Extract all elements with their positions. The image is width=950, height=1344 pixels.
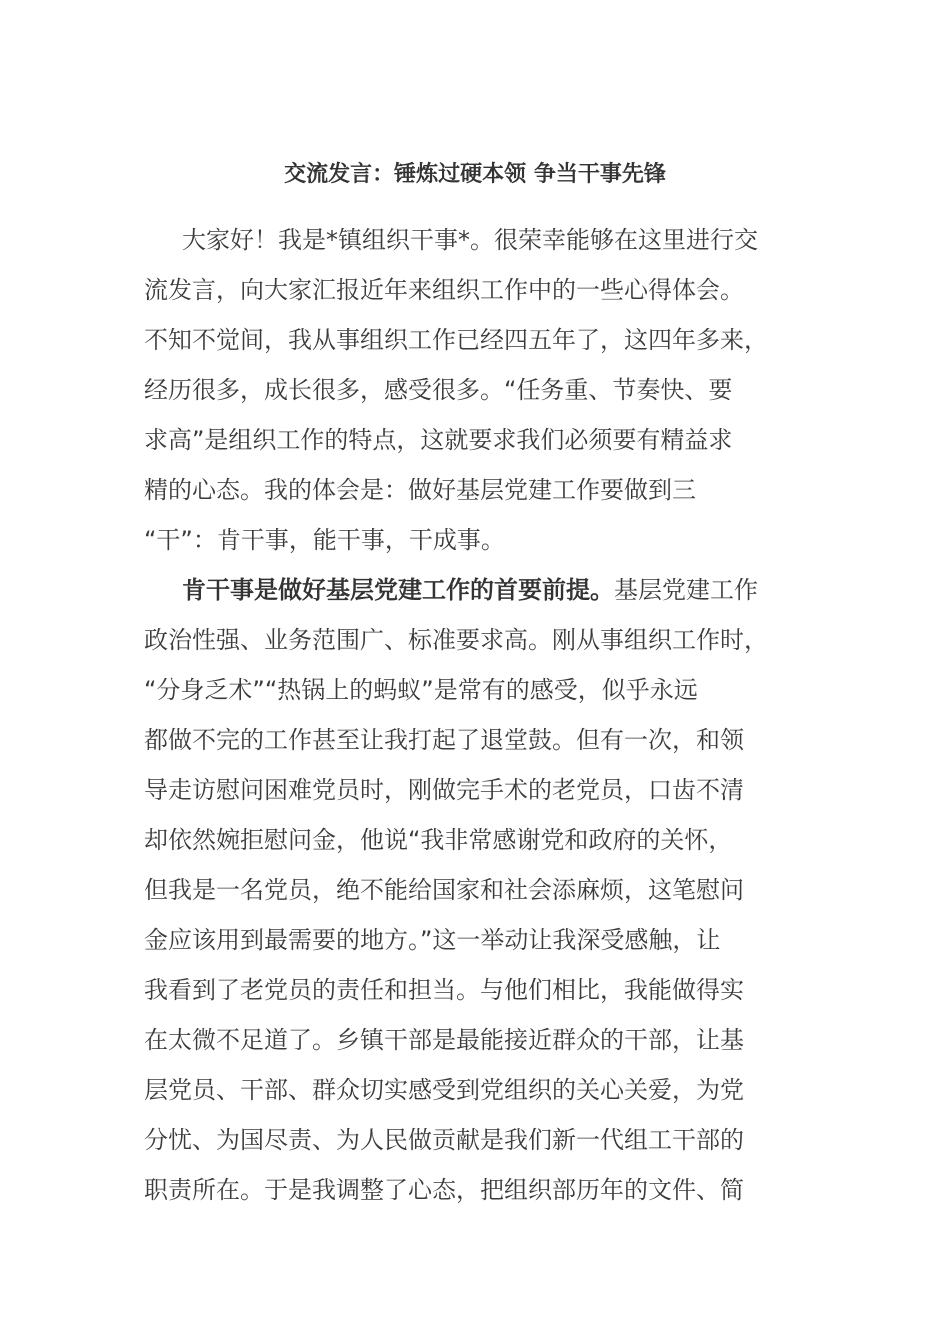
paragraph-line: 精的心态。我的体会是：做好基层党建工作要做到三 — [144, 476, 696, 504]
paragraph-line: 但我是一名党员，绝不能给国家和社会添麻烦，这笔慰问 — [144, 876, 744, 904]
paragraph-line: 在太微不足道了。乡镇干部是最能接近群众的干部，让基 — [144, 1026, 744, 1054]
paragraph-line: “干”：肯干事，能干事，干成事。 — [144, 526, 505, 554]
document-title: 交流发言：锤炼过硬本领 争当干事先锋 — [284, 162, 666, 187]
paragraph-line: 不知不觉间，我从事组织工作已经四五年了，这四年多来， — [144, 326, 768, 354]
paragraph-line: 大家好！我是*镇组织干事*。很荣幸能够在这里进行交 — [182, 226, 758, 254]
paragraph-line: 都做不完的工作甚至让我打起了退堂鼓。但有一次，和领 — [144, 726, 744, 754]
paragraph-line: 分忧、为国尽责、为人民做贡献是我们新一代组工干部的 — [144, 1126, 744, 1154]
paragraph-line: 职责所在。于是我调整了心态，把组织部历年的文件、简 — [144, 1176, 744, 1204]
paragraph-line: 经历很多，成长很多，感受很多。“任务重、节奏快、要 — [144, 376, 733, 404]
paragraph-line-text: 基层党建工作 — [614, 576, 758, 604]
paragraph-line — [182, 572, 758, 608]
paragraph-line: 金应该用到最需要的地方。”这一举动让我深受感触，让 — [144, 926, 721, 954]
paragraph-line: 流发言，向大家汇报近年来组织工作中的一些心得体会。 — [144, 276, 744, 304]
bold-lead-sentence: 肯干事是做好基层党建工作的首要前提。 — [182, 576, 614, 604]
paragraph-line: “分身乏术”“热锅上的蚂蚁”是常有的感受，似乎永远 — [144, 676, 698, 704]
paragraph-line: 却依然婉拒慰问金，他说“我非常感谢党和政府的关怀， — [144, 826, 733, 854]
paragraph-line: 我看到了老党员的责任和担当。与他们相比，我能做得实 — [144, 976, 744, 1004]
paragraph-line: 政治性强、业务范围广、标准要求高。刚从事组织工作时， — [144, 626, 768, 654]
paragraph-line: 导走访慰问困难党员时，刚做完手术的老党员，口齿不清 — [144, 776, 744, 804]
paragraph-line: 求高”是组织工作的特点，这就要求我们必须要有精益求 — [144, 426, 733, 454]
paragraph-line: 层党员、干部、群众切实感受到党组织的关心关爱，为党 — [144, 1076, 744, 1104]
